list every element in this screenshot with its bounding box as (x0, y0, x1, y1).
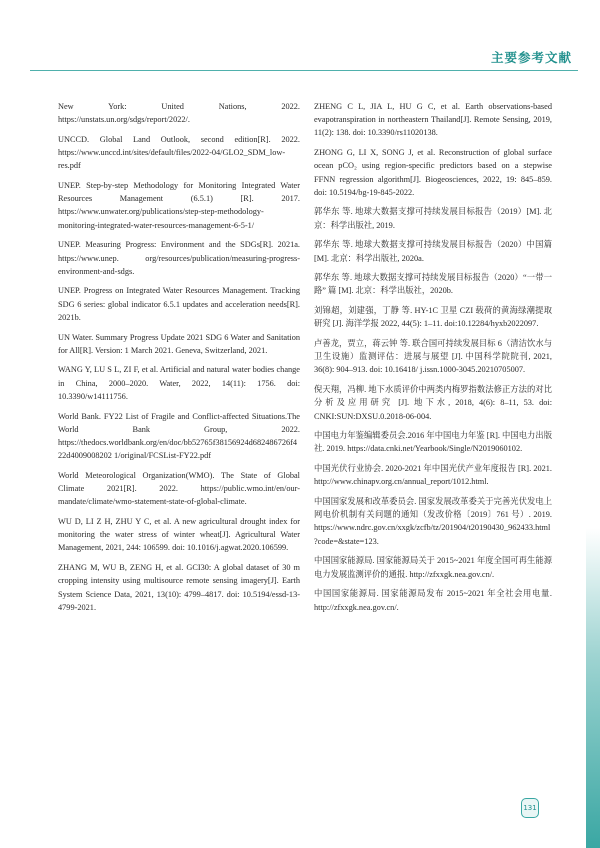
reference-entry: 郭华东 等. 地球大数据支撑可持续发展目标报告（2020）中国篇 [M]. 北京：科学出版社, 2020a. (314, 240, 552, 263)
section-title: 主要参考文献 (490, 50, 572, 65)
reference-entry: ZHONG G, LI X, SONG J, et al. Reconstruction of global surface ocean pCO₂ using region-specific predictors based on a stepwise FFNN regression algorithm[J]. Biogeosciences, 2022, 19: 845–859. doi: 10.5194/bg-19-845-2022. (314, 148, 552, 197)
reference-entry: 郭华东 等. 地球大数据支撑可持续发展目标报告（2020）“一带一路” 篇 [M]. 北京：科学出版社，2020b. (314, 273, 552, 296)
page-number: 131 (521, 798, 539, 818)
reference-entry: New York: United Nations, 2022. https://unstats.un.org/sdgs/report/2022/. (58, 102, 300, 125)
reference-entry: ZHENG C L, JIA L, HU G C, et al. Earth observations-based evapotranspiration in northeastern Thailand[J]. Remote Sensing, 2019, 11(2): 138. doi: 10.3390/rs11020138. (314, 102, 552, 138)
references-right-column (314, 100, 552, 620)
reference-entry: UN Water. Summary Progress Update 2021 SDG 6 Water and Sanitation for All[R]. Version: 1 March 2021. Geneva, Switzerland, 2021. (58, 332, 300, 355)
reference-entry: World Meteorological Organization(WMO). The State of Global Climate 2021[R]. 2022. https://public.wmo.int/en/our-mandate/climate/wmo-statement-state-of-global-climate. (58, 470, 300, 507)
reference-entry: 郭华东 等. 地球大数据支撑可持续发展目标报告（2019）[M]. 北京：科学出版社, 2019. (314, 207, 552, 230)
page-header (0, 0, 600, 90)
reference-entry: UNEP. Measuring Progress: Environment and the SDGs[R]. 2021a. https://www.unep. org/resources/publication/measuring-progress-environment-and-sdgs. (58, 240, 300, 276)
reference-entry: 中国电力年鉴编辑委员会.2016 年中国电力年鉴 [R]. 中国电力出版社. 2019. https://data.cnki.net/Yearbook/Single/N2019060102. (314, 431, 552, 454)
reference-entry: UNEP. Progress on Integrated Water Resources Management. Tracking SDG 6 series: global indicator 6.5.1 updates and acceleration needs[R]. 2021b. (58, 286, 300, 322)
reference-entry: 中国国家发展和改革委员会. 国家发展改革委关于完善光伏发电上网电价机制有关问题的通知（发改价格〔2019〕761 号）. 2019. https://www.ndrc.gov.cn/xxgk/zcfb/tz/201904/t20190430_962433.html?code=&state=123. (314, 497, 552, 546)
reference-entry: WU D, LI Z H, ZHU Y C, et al. A new agricultural drought index for monitoring the water stress of winter wheat[J]. Agricultural Water Management, 2021, 244: 106599. doi: 10.1016/j.agwat.2020.106599. (58, 516, 300, 553)
reference-entry: 刘锦超，刘建强，丁静 等. HY-1C 卫星 CZI 载荷的黄海绿潮提取研究 [J]. 海洋学报 2022, 44(5): 1–11. doi:10.12284/hyxb2022097. (314, 306, 552, 329)
reference-entry: World Bank. FY22 List of Fragile and Conflict-affected Situations.The World Bank Group, 2022. https://thedocs.worldbank.org/en/doc/bb52765f38156924d682486726f422d4009008202 1/original/FCSList-FY22.pdf (58, 411, 300, 461)
reference-entry: 中国国家能源局. 国家能源局关于 2015~2021 年度全国可再生能源电力发展监测评价的通报. http://zfxxgk.nea.gov.cn/. (314, 556, 552, 579)
reference-entry: 中国国家能源局. 国家能源局发布 2015~2021 年全社会用电量. http://zfxxgk.nea.gov.cn/. (314, 589, 552, 612)
reference-entry: UNEP. Step-by-step Methodology for Monitoring Integrated Water Resources Management (6.5.1) [R]. 2017. https://www.unwater.org/publications/step-step-methodology-monitoring-integrated-water-resources-management-6-5-1/ (58, 181, 300, 230)
references-left-column (58, 100, 300, 620)
decorative-side-bar (586, 528, 600, 848)
reference-entry: WANG Y, LU S L, ZI F, et al. Artificial and natural water bodies change in China, 2000–2020. Water, 2022, 14(11): 1756. doi: 10.3390/w14111756. (58, 365, 300, 401)
reference-entry: 中国光伏行业协会. 2020-2021 年中国光伏产业年度报告 [R]. 2021. http://www.chinapv.org.cn/annual_report/1012.html. (314, 464, 552, 487)
reference-entry: 卢善龙，贾立，蒋云钟 等. 联合国可持续发展目标 6（清洁饮水与卫生设施）监测评估：进展与展望 [J]. 中国科学院院刊, 2021, 36(8): 904–913. doi: 10.16418/ j.issn.1000-3045.20210705007. (314, 339, 552, 375)
reference-entry: ZHANG M, WU B, ZENG H, et al. GCI30: A global dataset of 30 m cropping intensity using multisource remote sensing imagery[J]. Earth System Science Data, 2021, 13(10): 4799–4817. doi: 10.5194/essd-13-4799-2021. (58, 563, 300, 612)
reference-entry: UNCCD. Global Land Outlook, second edition[R]. 2022. https://www.unccd.int/sites/default/files/2022-04/GLO2_SDM_low-res.pdf (58, 134, 300, 171)
reference-entry: 倪天翔，冯柳. 地下水质评价中两类内梅罗指数法修正方法的对比分析及应用研究 [J]. 地下水, 2018, 4(6): 8–11, 53. doi: CNKI:SUN:DXSU.0.2018-06-004. (314, 385, 552, 421)
header-divider (30, 70, 578, 71)
